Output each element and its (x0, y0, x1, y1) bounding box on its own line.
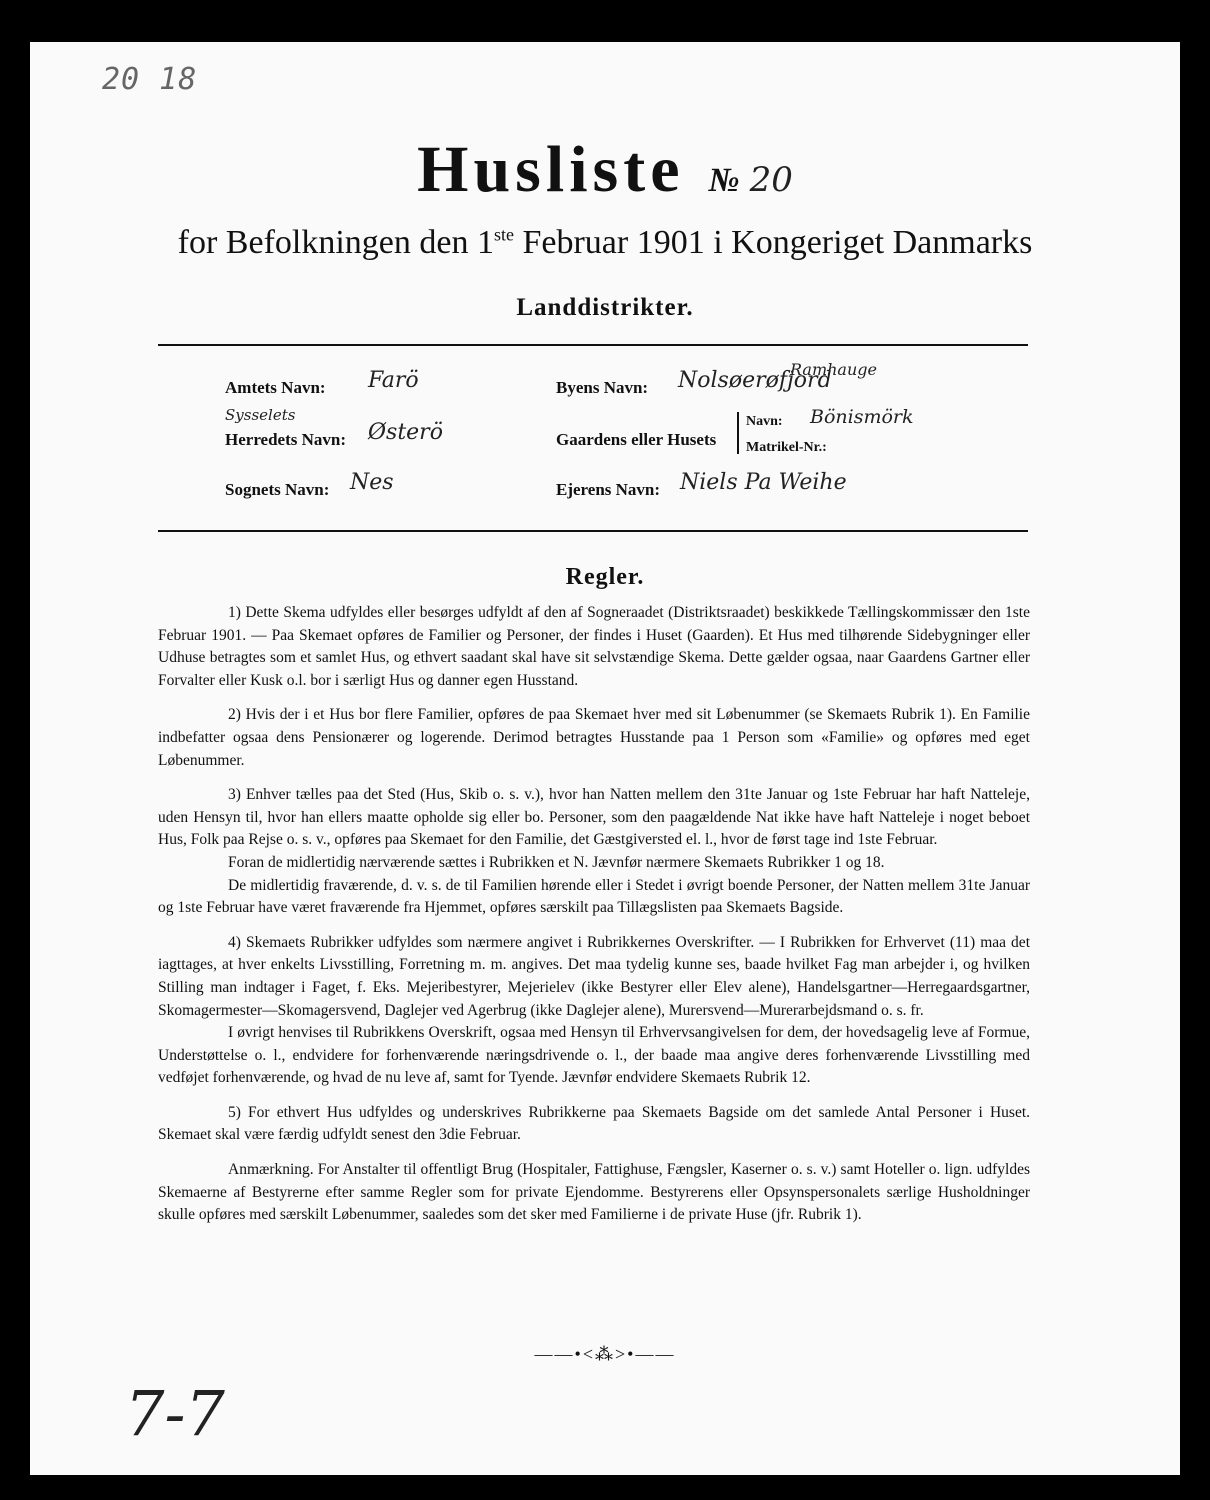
rule-paragraph: I øvrigt henvises til Rubrikkens Overskrift, ogsaa med Hensyn til Erhvervsangivelsen for dem, der hovedsagelig leve af Formue, Understøttelse o. l., endvidere for forhenværende næringsdrivende o. l., der baade maa angive deres forhenværende Livsstilling med vedføjet forhenværende, og hvad de nu leve af, samt for Tyende. Jævnfør endvidere Skemaets Rubrik 12. (158, 1024, 1030, 1087)
ejer-value: Niels Pa Weihe (680, 470, 847, 495)
number-prefix: № (708, 162, 740, 199)
bottom-pencil-note: 7-7 (125, 1377, 225, 1450)
rules-heading: Regler. (565, 564, 645, 590)
amt-label: Amtets Navn: (225, 378, 326, 397)
rule-paragraph: Foran de midlertidig nærværende sættes i Rubrikken et N. Jævnfør nærmere Skemaets Rubrikker 1 og 18. (228, 853, 885, 871)
ejer-label: Ejerens Navn: (556, 480, 661, 499)
navn-value: Bönismörk (810, 406, 914, 428)
rule-paragraph: 5) For ethvert Hus udfyldes og underskrives Rubrikkerne paa Skemaets Bagside om det samlede Antal Personer i Huset. Skemaet skal være færdig udfyldt senest den 3die Februar. (158, 1103, 1030, 1144)
herred-label: Herredets Navn: (225, 430, 347, 449)
subtitle-sup: ste (493, 224, 514, 245)
corner-pencil-note: 20 18 (102, 62, 198, 97)
gaard-label: Gaardens eller Husets (556, 430, 717, 449)
rule-paragraph: 4) Skemaets Rubrikker udfyldes som nærmere angivet i Rubrikkernes Overskrifter. — I Rubrikken for Erhvervet (11) maa det iagttages, at hver enkelts Livsstilling, Forretning m. m. angives. Det maa tydelig kunne ses, baade hvilket Fag man arbejder i, og hvilken Stilling man indtager i Faget, f. Eks. Mejeribestyrer, Mejerielev (ikke Bestyrer eller Elev alene), Handelsgartner—Herregaardsgartner, Skomagermester—Skomagersvend, Daglejer ved Agerbrug (ikke Daglejer alene), Murersvend—Murerarbejdsmand o. s. fr. (158, 933, 1030, 1019)
census-form-page (30, 42, 1180, 1475)
form-number: 20 (749, 160, 793, 200)
sogn-value: Nes (350, 470, 394, 495)
by-label: Byens Navn: (556, 378, 649, 397)
herred-correction: Sysselets (225, 406, 296, 424)
rule-paragraph: 3) Enhver tælles paa det Sted (Hus, Skib o. s. v.), hvor han Natten mellem den 31te Januar og 1ste Februar har haft Natteleje, uden Hensyn til, hvor han ellers maatte opholde sig eller bo. Personer, som den paagældende Nat ikke have haft Natteleje i noget beboet Hus, Folk paa Rejse o. s. v., opføres paa Skemaet for den Familie, det Gæstgiversted el. l., hvor de først tage ind 1ste Februar. (158, 786, 1030, 849)
rule-paragraph: 1) Dette Skema udfyldes eller besørges udfyldt af den af Sogneraadet (Distriktsraadet) beskikkede Tællingskommissær den 1ste Februar 1901. — Paa Skemaet opføres de Familier og Personer, der findes i Huset (Gaarden). Et Hus med tilhørende Sidebygninger eller Udhuse betragtes som et samlet Hus, og ethvert saadant skal have sit selvstændige Skema. Dette gælder ogsaa, naar Gaardens Gartner eller Forvalter eller Kusk o.l. bor i særligt Hus og danner egen Husstand. (158, 604, 1030, 689)
subtitle-pre: for Befolkningen den 1 (177, 224, 494, 261)
by-value: Nolsøerøfjord (678, 368, 832, 393)
subtitle-post: Februar 1901 i Kongeriget Danmarks (513, 224, 1033, 261)
divider-top (158, 344, 1028, 346)
sogn-label: Sognets Navn: (225, 480, 330, 499)
rules-text (158, 602, 1030, 1239)
form-subtitle (30, 224, 1180, 262)
matrikel-label: Matrikel-Nr.: (746, 440, 827, 455)
ornament-divider: ——•<⁂>•—— (534, 1344, 676, 1364)
rule-paragraph: De midlertidig fraværende, d. v. s. de til Familien hørende eller i Stedet i øvrigt boende Personer, der Natten mellem 31te Januar og 1ste Februar have været fraværende fra Hjemmet, opføres særskilt paa Tillægslisten paa Skemaets Bagside. (158, 876, 1030, 917)
form-district-type: Landdistrikter. (516, 294, 694, 321)
form-title (30, 132, 1180, 208)
divider-bottom (158, 530, 1028, 532)
title-text: Husliste (417, 133, 685, 206)
amt-value: Farö (368, 368, 419, 393)
rule-paragraph: 2) Hvis der i et Hus bor flere Familier, opføres de paa Skemaet hver med sit Løbenummer (se Skemaets Rubrik 1). En Familie indbefatter ogsaa dens Pensionærer og logerende. Derimod betragtes Husstande paa 1 Person som «Familie» og opføres med eget Løbenummer. (158, 706, 1030, 769)
rule-paragraph: Anmærkning. For Anstalter til offentligt Brug (Hospitaler, Fattighuse, Fængsler, Kaserner o. s. v.) samt Hoteller o. lign. udfyldes Skemaerne af Bestyrerne efter samme Regler som for private Ejendomme. Bestyrerens eller Opsynspersonalets særlige Husholdninger skulle opføres med særskilt Løbenummer, saaledes som det sker med Familierne i de private Huse (jfr. Rubrik 1). (158, 1161, 1030, 1224)
by-above-value: Ramhauge (790, 360, 877, 379)
herred-value: Østerö (368, 420, 443, 445)
navn-label: Navn: (746, 414, 783, 429)
gaard-brace (737, 412, 739, 454)
